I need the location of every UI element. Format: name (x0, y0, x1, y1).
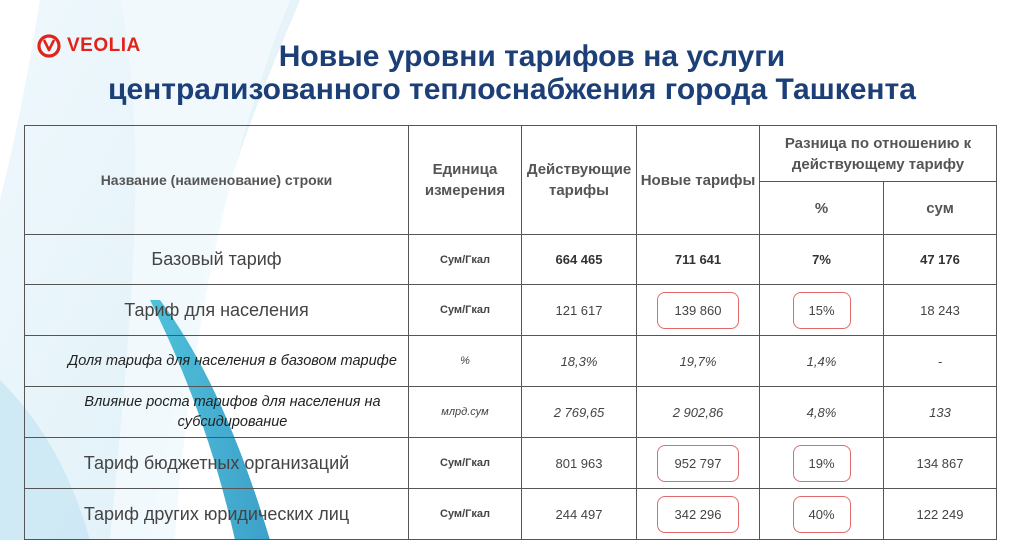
row-sum: 47 176 (884, 235, 997, 285)
highlight-pct: 19% (793, 445, 851, 482)
row-name: Базовый тариф (25, 235, 409, 285)
row-current: 244 497 (522, 489, 637, 540)
title-line-1: Новые уровни тарифов на услуги (278, 40, 786, 73)
row-unit: Сум/Гкал (409, 489, 522, 540)
row-unit: млрд.сум (409, 387, 522, 438)
row-sum: 134 867 (884, 438, 997, 489)
row-pct: 7% (760, 235, 884, 285)
row-current: 2 769,65 (522, 387, 637, 438)
row-name: Тариф других юридических лиц (25, 489, 409, 540)
row-new-cell (637, 285, 760, 336)
highlight-pct: 15% (793, 292, 851, 329)
row-name: Тариф для населения (25, 285, 409, 336)
header-diff-pct: % (760, 182, 884, 235)
header-unit: Единица измерения (409, 126, 522, 235)
highlight-new-tariff: 952 797 (657, 445, 739, 482)
row-pct-cell (760, 285, 884, 336)
highlight-pct: 40% (793, 496, 851, 533)
row-name: Влияние роста тарифов для населения на субсидирование (25, 387, 409, 438)
table-row (25, 235, 997, 285)
row-pct: 1,4% (760, 336, 884, 387)
row-name: Доля тарифа для населения в базовом тарифе (25, 336, 409, 387)
row-new-cell (637, 489, 760, 540)
row-unit: % (409, 336, 522, 387)
row-current: 18,3% (522, 336, 637, 387)
row-pct: 4,8% (760, 387, 884, 438)
table-row (25, 438, 997, 489)
header-diff: Разница по отношению к действующему тарифу (760, 126, 997, 182)
row-pct-cell (760, 438, 884, 489)
row-sum: 122 249 (884, 489, 997, 540)
row-sum: 133 (884, 387, 997, 438)
row-current: 664 465 (522, 235, 637, 285)
header-new: Новые тарифы (637, 126, 760, 235)
row-current: 121 617 (522, 285, 637, 336)
header-name: Название (наименование) строки (25, 126, 409, 235)
row-unit: Сум/Гкал (409, 235, 522, 285)
logo-text: VEOLIA (67, 35, 141, 56)
table-row (25, 336, 997, 387)
highlight-new-tariff: 342 296 (657, 496, 739, 533)
page-title (0, 40, 1024, 106)
row-pct-cell (760, 489, 884, 540)
table-row (25, 489, 997, 540)
row-unit: Сум/Гкал (409, 285, 522, 336)
row-new: 711 641 (637, 235, 760, 285)
row-new: 2 902,86 (637, 387, 760, 438)
table-row (25, 387, 997, 438)
row-current: 801 963 (522, 438, 637, 489)
header-current: Действующие тарифы (522, 126, 637, 235)
row-sum: - (884, 336, 997, 387)
row-sum: 18 243 (884, 285, 997, 336)
row-new-cell (637, 438, 760, 489)
title-line-2: централизованного теплоснабжения города Ташкента (108, 73, 916, 106)
table-row (25, 285, 997, 336)
highlight-new-tariff: 139 860 (657, 292, 739, 329)
row-new: 19,7% (637, 336, 760, 387)
row-unit: Сум/Гкал (409, 438, 522, 489)
tariff-table (24, 125, 997, 540)
row-name: Тариф бюджетных организаций (25, 438, 409, 489)
header-diff-sum: сум (884, 182, 997, 235)
